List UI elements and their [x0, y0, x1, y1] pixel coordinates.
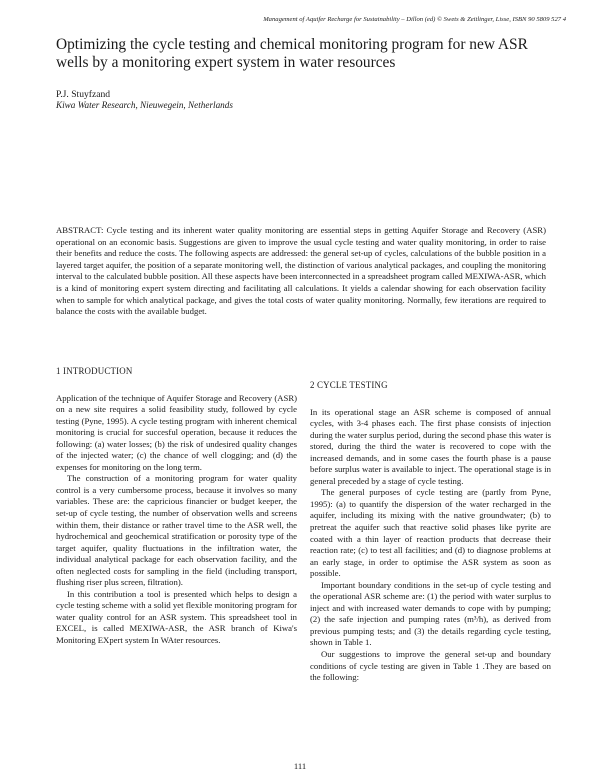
author-affiliation: Kiwa Water Research, Nieuwegein, Netherlands [56, 100, 233, 110]
paragraph: Our suggestions to improve the general set-up and boundary conditions of cycle testing are given in Table 1 .They are based on the following: [310, 649, 551, 683]
paper-title: Optimizing the cycle testing and chemical monitoring program for new ASR wells by a monitoring expert system in water resources [56, 36, 528, 71]
page-number: 111 [293, 761, 307, 771]
right-column [310, 380, 551, 684]
left-column [56, 366, 297, 647]
paragraph: The construction of a monitoring program for water quality control is a very cumbersome process, because it involves so many variables. These are: the capricious financier or budget keeper, the set-up of cycle testing, the number of observation wells and screens within them, their distance or rather travel time to the ASR well, the hydrochemical and geochemical stratification or porosity type of the target aquifer, quality fluctuations in the infiltration water, the individual analytical package for each observation facility, and the often neglected costs for sampling in the field (including transport, flushing riser plus screen, filtration). [56, 473, 297, 588]
abstract: ABSTRACT: Cycle testing and its inherent water quality monitoring are essential steps in getting Aquifer Storage and Recovery (ASR) operational on an economic basis. Suggestions are given to improve the usual cycle testing and water quality monitoring, in order to raise their benefits and reduce the costs. The following aspects are addressed: the general set-up of cycles, calculations of the bubble position in a layered target aquifer, the position of a separate monitoring well, the distinction of various analytical packages, and coupling the monitoring interval to the calculated bubble position. All these aspects have been interconnected in a spreadsheet program called MEXIWA-ASR, which is a kind of monitoring expert system directing and facilitating all calculations. It yields a calendar showing for each observation facility when to sample for which analytical package, and gives the total costs of water quality monitoring. Normally, few iterations are required to balance the costs with the available budget. [56, 225, 546, 317]
running-head: Management of Aquifer Recharge for Sustainability – Dillon (ed) © Swets & Zeitlinger, Lisse, ISBN 90 5809 527 4 [263, 16, 566, 23]
author-name: P.J. Stuyfzand [56, 89, 111, 100]
paragraph: In this contribution a tool is presented which helps to design a cycle testing scheme with a solid yet flexible monitoring program for water quality control for an ASR system. This spreadsheet tool in EXCEL, is called MEXIWA-ASR, the ASR branch of Kiwa's Monitoring EXpert system In WAter resources. [56, 588, 297, 646]
section-heading-introduction: 1 INTRODUCTION [56, 366, 133, 376]
paragraph: The general purposes of cycle testing are (partly from Pyne, 1995): (a) to quantify the dispersion of the water recharged in the aquifer, including its mixing with the native groundwater; (b) to pretreat the aquifer such that reactive solid phases like pyrite are coated with a thin layer of reaction products that decrease their reaction rate; (c) to test all facilities; and (d) to diagnose problems at an early stage, in order to optimise the ASR system as soon as possible. [310, 487, 551, 579]
paragraph: Application of the technique of Aquifer Storage and Recovery (ASR) on a new site requires a solid feasibility study, followed by cycle testing (Pyne, 1995). A cycle testing program with inherent chemical monitoring is crucial for succesful operation, because it reduces the following: (a) water losses; (b) the risk of undesired quality changes of the injected water; (c) the chance of well clogging; and (d) the expenses for monitoring on the long term. [56, 392, 298, 472]
paragraph: Important boundary conditions in the set-up of cycle testing and the operational ASR scheme are: (1) the period with water surplus to inject and with increased water demands to cope with by pumping; (2) the safe injection and pumping rates (m³/h), as derived from previous pumping tests; and (3) the details regarding cycle testing, shown in Table 1. [310, 579, 551, 648]
paragraph: In its operational stage an ASR scheme is composed of annual cycles, with 3-4 phases each. The first phase consists of injection during the water surplus period, during the second phase this water is stored, during the third the water is recovered to cope with the increased demands, and in some cases the fourth phase is a pause before surplus water is available to inject. The operational stage is in general preceded by a stage of cycle testing. [310, 406, 551, 486]
section-heading-cycle-testing: 2 CYCLE TESTING [310, 380, 388, 390]
